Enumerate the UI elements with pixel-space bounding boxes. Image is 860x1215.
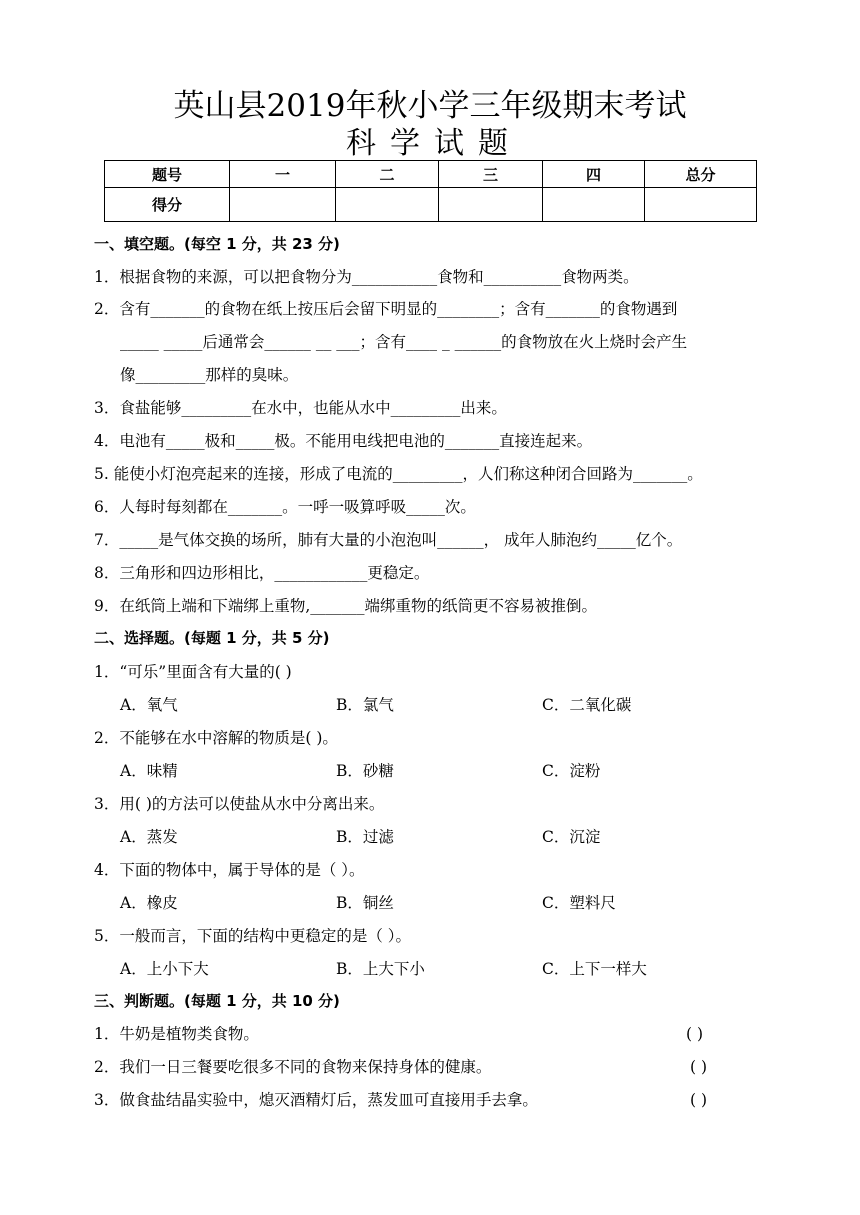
score-table-cell: 得分 [105, 188, 230, 222]
question-line: 7．_____是气体交换的场所，肺有大量的小泡泡叫______， 成年人肺泡约_____亿个。 [94, 531, 683, 549]
score-table-score-row [105, 188, 757, 222]
choice-option-b[interactable]: B．过滤 [336, 828, 394, 846]
choice-question-stem: 5．一般而言，下面的结构中更稳定的是（ ）。 [94, 927, 412, 945]
score-entry-cell[interactable] [543, 188, 645, 222]
question-line: 5. 能使小灯泡亮起来的连接，形成了电流的_________，人们称这种闭合回路为_______。 [94, 465, 703, 483]
question-line: _____ _____后通常会______ __ ___；含有____ _ ______的食物放在火上烧时会产生 [120, 333, 688, 351]
score-table [104, 160, 757, 222]
question-line: 4．电池有_____极和_____极。不能用电线把电池的_______直接连起来。 [94, 432, 593, 450]
section1-heading: 一、填空题。(每空 1 分，共 23 分) [94, 235, 340, 253]
choice-option-c[interactable]: C．二氧化碳 [542, 696, 632, 714]
question-line: 3．食盐能够_________在水中，也能从水中_________出来。 [94, 399, 507, 417]
choice-option-b[interactable]: B．氯气 [336, 696, 394, 714]
choice-option-c[interactable]: C．淀粉 [542, 762, 601, 780]
score-table-cell: 题号 [105, 161, 230, 188]
section3-heading: 三、判断题。(每题 1 分，共 10 分) [94, 992, 340, 1010]
score-table-cell: 总分 [645, 161, 757, 188]
question-line: 2．含有_______的食物在纸上按压后会留下明显的________；含有_______的食物遇到 [94, 300, 678, 318]
section2-heading: 二、选择题。(每题 1 分，共 5 分) [94, 629, 330, 647]
score-entry-cell[interactable] [336, 188, 439, 222]
exam-subtitle: 科学试题 [346, 126, 522, 161]
score-table-cell: 三 [439, 161, 543, 188]
score-table-cell: 一 [230, 161, 336, 188]
score-entry-cell[interactable] [230, 188, 336, 222]
judgment-question: 1．牛奶是植物类食物。 [94, 1025, 259, 1043]
choice-option-b[interactable]: B．上大下小 [336, 960, 425, 978]
question-line: 像_________那样的臭味。 [120, 366, 299, 384]
choice-option-a[interactable]: A．上小下大 [120, 960, 209, 978]
answer-parentheses[interactable]: ( ) [686, 1025, 704, 1043]
score-table-cell: 二 [336, 161, 439, 188]
exam-title: 英山县2019年秋小学三年级期末考试 [173, 88, 687, 124]
question-line: 9．在纸筒上端和下端绑上重物,_______端绑重物的纸筒更不容易被推倒。 [94, 597, 598, 615]
question-line: 1．根据食物的来源，可以把食物分为___________食物和__________食物两类。 [94, 268, 639, 286]
choice-option-a[interactable]: A．蒸发 [120, 828, 178, 846]
question-line: 8．三角形和四边形相比，____________更稳定。 [94, 564, 430, 582]
score-entry-cell[interactable] [645, 188, 757, 222]
choice-question-stem: 3．用( )的方法可以使盐从水中分离出来。 [94, 795, 385, 813]
judgment-question: 3．做食盐结晶实验中，熄灭酒精灯后，蒸发皿可直接用手去拿。 [94, 1091, 538, 1109]
choice-option-c[interactable]: C．上下一样大 [542, 960, 647, 978]
score-entry-cell[interactable] [439, 188, 543, 222]
choice-question-stem: 4．下面的物体中，属于导体的是（ ）。 [94, 861, 365, 879]
score-table-cell: 四 [543, 161, 645, 188]
choice-option-c[interactable]: C．塑料尺 [542, 894, 616, 912]
choice-option-a[interactable]: A．橡皮 [120, 894, 178, 912]
answer-parentheses[interactable]: ( ) [690, 1091, 708, 1109]
answer-parentheses[interactable]: ( ) [690, 1058, 708, 1076]
choice-option-b[interactable]: B．砂糖 [336, 762, 394, 780]
judgment-question: 2．我们一日三餐要吃很多不同的食物来保持身体的健康。 [94, 1058, 492, 1076]
choice-option-c[interactable]: C．沉淀 [542, 828, 601, 846]
choice-option-a[interactable]: A．氧气 [120, 696, 178, 714]
choice-option-a[interactable]: A．味精 [120, 762, 178, 780]
choice-option-b[interactable]: B．铜丝 [336, 894, 394, 912]
choice-question-stem: 2．不能够在水中溶解的物质是( )。 [94, 729, 338, 747]
question-line: 6．人每时每刻都在_______。一呼一吸算呼吸_____次。 [94, 498, 476, 516]
choice-question-stem: 1．“可乐”里面含有大量的( ) [94, 663, 292, 681]
score-table-header-row [105, 161, 757, 188]
